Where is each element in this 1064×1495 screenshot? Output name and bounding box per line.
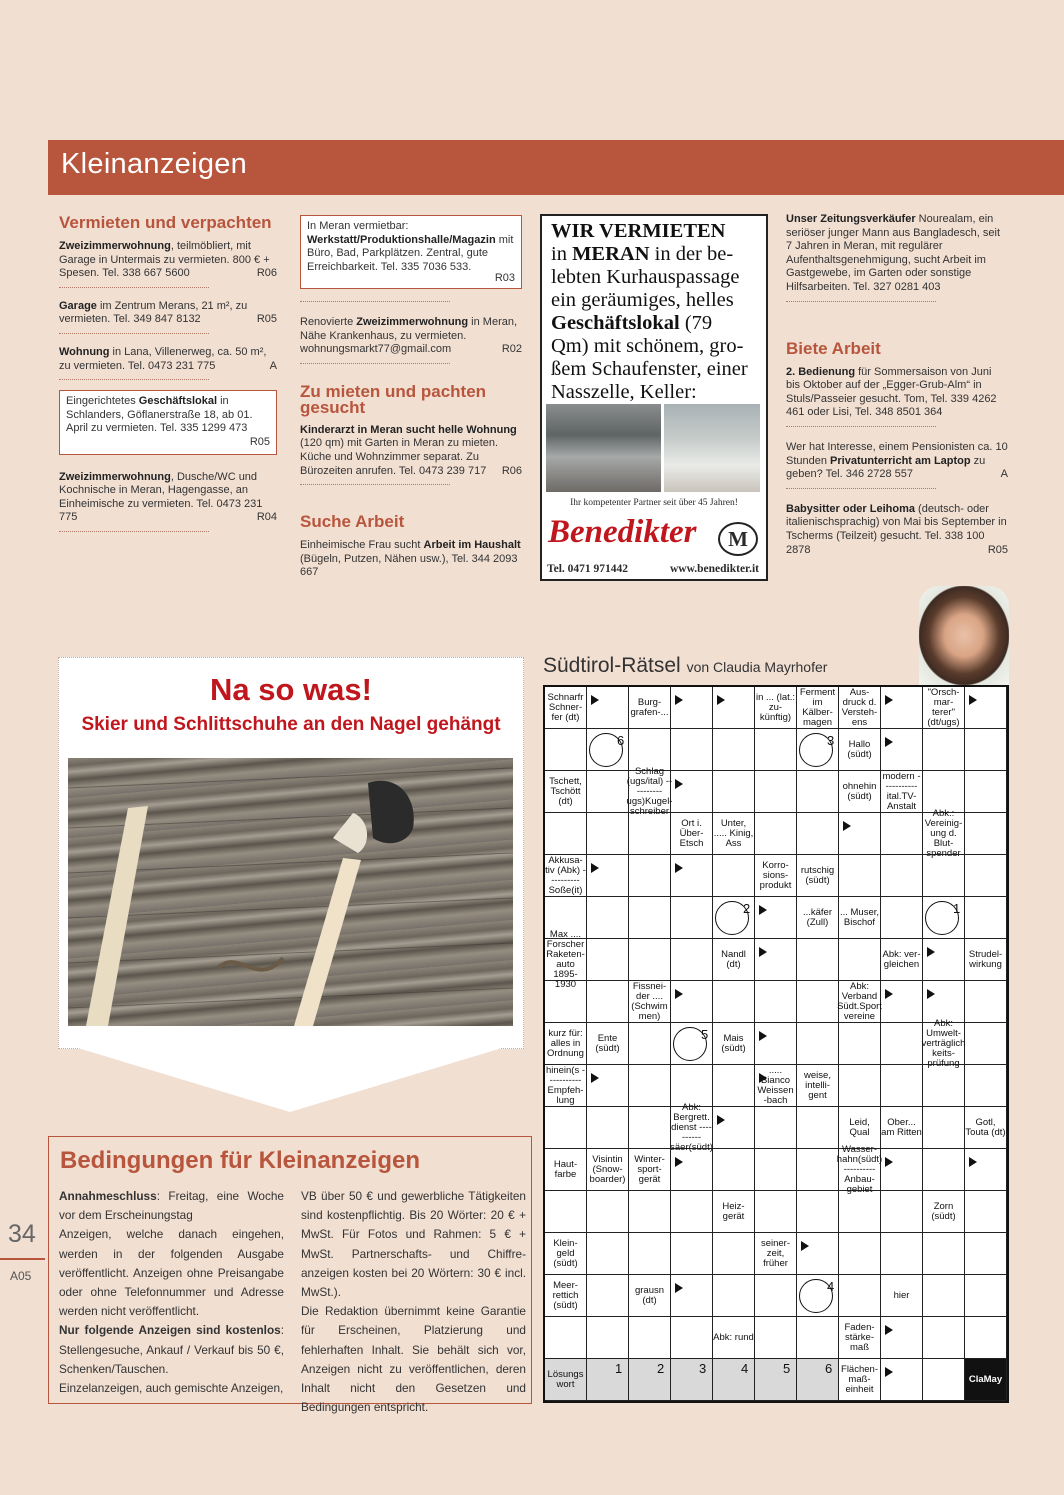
- answer-cell[interactable]: [713, 1065, 755, 1107]
- clue-cell: ClaMay: [965, 1359, 1007, 1401]
- arrow-icon: [969, 1157, 977, 1167]
- ad-item: Wer hat Interesse, einem Pensionisten ca. 10 Stunden Privatunterricht am Laptop zu geben? Tel. 346 2728 557 A: [786, 441, 1008, 489]
- answer-cell[interactable]: [923, 855, 965, 897]
- ad-item: 2. Bedienung für Sommersaison von Juni bis Oktober auf der „Egger-Grub-Alm“ in Stuls/Passeier gesucht. Tom, Tel. 339 4262 461 oder Lisi, Tel. 348 8501 364: [786, 366, 1008, 427]
- clue-cell: ohnehin (südt): [839, 771, 881, 813]
- column-arbeit: [786, 213, 1008, 557]
- clue-cell: in ... (lat.: zu-künftig): [755, 687, 797, 729]
- conditions-left: Annahmeschluss: Freitag, eine Woche vor dem Erscheinungstag Anzeigen, welche danach eingehen, werden in der folgenden Ausgabe veröffentlicht. Anzeigen ohne Preisangabe oder ohne Telefonnummer und Adresse werden nicht veröffentlicht. Nur folgende Anzeigen sind kostenlos: Stellengesuche, Ankauf / Verkauf bis 50 €, Schenken/Tauschen. Einzelanzeigen, auch gemischte Anzeigen,: [59, 1189, 284, 1396]
- answer-cell[interactable]: [587, 687, 629, 729]
- ad-item: Kinderarzt in Meran sucht helle Wohnung (120 qm) mit Garten in Meran zu mieten. Küche und Wohnzimmer separat. Zu Bürozeiten anrufen. Tel. 0473 239 717 R06: [300, 424, 522, 485]
- conditions-right: VB über 50 € und gewerbliche Tätigkeiten sind kostenpflichtig. Bis 20 Wörter: 20 € + MwSt. Für Fotos und Rahmen: 5 € + MwSt. Partnerschafts- und Chiffre- anzeigen kosten bei 20 Wörtern: 30 € incl. MwSt.). Die Redaktion übernimmt keine Garantie für Erscheinen, Platzierung und fehlerhaften Inhalt. Sie behält sich vor, Anzeigen nicht zu veröffentlichen, deren Inhalt nicht den Gesetzen und Bedingungen entspricht.: [301, 1189, 526, 1415]
- answer-cell[interactable]: [965, 687, 1007, 729]
- crossword-grid: [543, 685, 1009, 1403]
- answer-cell[interactable]: [881, 1149, 923, 1191]
- answer-cell[interactable]: [797, 771, 839, 813]
- skis-photo: [68, 758, 513, 1026]
- clue-cell: Meer-rettich (südt): [545, 1275, 587, 1317]
- page-code: A05: [10, 1269, 32, 1283]
- answer-cell[interactable]: [545, 813, 587, 855]
- answer-cell[interactable]: [629, 897, 671, 939]
- answer-cell[interactable]: [797, 1317, 839, 1359]
- website-link[interactable]: www.benedikter.it: [669, 563, 759, 575]
- clue-cell: ...käfer (Zull): [797, 897, 839, 939]
- answer-cell[interactable]: [881, 1233, 923, 1275]
- clue-cell: Korro-sions-produkt: [755, 855, 797, 897]
- answer-cell[interactable]: [587, 1317, 629, 1359]
- answer-cell[interactable]: [923, 1065, 965, 1107]
- answer-cell[interactable]: [671, 729, 713, 771]
- clue-cell: Aus-druck d. Versteh-ens: [839, 687, 881, 729]
- clue-cell: weise, intelli-gent: [797, 1065, 839, 1107]
- answer-cell[interactable]: [755, 939, 797, 981]
- answer-cell[interactable]: [965, 1317, 1007, 1359]
- author-portrait: [919, 586, 1009, 685]
- circle-number: 4: [827, 1279, 835, 1294]
- answer-cell[interactable]: [545, 1317, 587, 1359]
- clue-cell: Heiz-gerät: [713, 1191, 755, 1233]
- ad-item: Wohnung in Lana, Villenerweg, ca. 50 m², zu vermieten. Tel. 0473 231 775 A: [59, 346, 277, 380]
- page-number: 34: [8, 1220, 36, 1248]
- arrow-icon: [717, 695, 725, 705]
- clue-cell: Ente (südt): [587, 1023, 629, 1065]
- answer-cell[interactable]: [755, 813, 797, 855]
- answer-cell[interactable]: [629, 813, 671, 855]
- arrow-icon: [759, 905, 767, 915]
- answer-cell[interactable]: [671, 1233, 713, 1275]
- answer-cell[interactable]: [629, 1317, 671, 1359]
- arrow-icon: [843, 821, 851, 831]
- answer-cell[interactable]: [839, 1065, 881, 1107]
- answer-cell[interactable]: [923, 1107, 965, 1149]
- answer-cell[interactable]: [965, 1275, 1007, 1317]
- answer-cell[interactable]: [755, 1191, 797, 1233]
- answer-cell[interactable]: [629, 1023, 671, 1065]
- clue-cell: Hallo (südt): [839, 729, 881, 771]
- page-divider: [0, 1258, 45, 1260]
- circle-number: 1: [953, 901, 961, 916]
- answer-cell[interactable]: [587, 897, 629, 939]
- ad-item: Zweizimmerwohnung, teilmöbliert, mit Garage in Untermais zu vermieten. 800 € + Spesen. Tel. 338 667 5600 R06: [59, 240, 277, 288]
- answer-cell[interactable]: [881, 855, 923, 897]
- answer-cell[interactable]: [965, 1065, 1007, 1107]
- answer-cell[interactable]: [545, 1191, 587, 1233]
- answer-cell[interactable]: [755, 1275, 797, 1317]
- answer-cell[interactable]: [839, 813, 881, 855]
- answer-cell[interactable]: [881, 1065, 923, 1107]
- answer-cell[interactable]: [671, 1275, 713, 1317]
- partner-tagline: Ihr kompetenter Partner seit über 45 Jahren!: [570, 498, 738, 508]
- solution-cell[interactable]: [755, 1359, 797, 1401]
- clue-cell: Abk: Bergrett. dienst ---------- säer(südt): [670, 1101, 713, 1153]
- ad-item: Zweizimmerwohnung, Dusche/WC und Kochnische in Meran, Hagengasse, an Einheimische zu vermieten. Tel. 0473 231 775 R04: [59, 471, 277, 532]
- answer-cell[interactable]: [545, 729, 587, 771]
- solution-number: 6: [825, 1361, 833, 1376]
- clue-cell: Ober... am Ritten: [881, 1107, 923, 1149]
- clue-cell: Wasser-hahn(südt) ---------- Anbau-gebiet: [836, 1143, 883, 1195]
- answer-cell[interactable]: [755, 1107, 797, 1149]
- arrow-icon: [801, 1241, 809, 1251]
- answer-cell[interactable]: [587, 1065, 629, 1107]
- arrow-icon: [675, 989, 683, 999]
- answer-cell[interactable]: [671, 1149, 713, 1191]
- answer-cell[interactable]: [797, 1233, 839, 1275]
- answer-cell[interactable]: [881, 1191, 923, 1233]
- arrow-icon: [675, 863, 683, 873]
- answer-cell[interactable]: [797, 1023, 839, 1065]
- arrow-icon: [591, 1073, 599, 1083]
- clue-cell: Abk: rund: [713, 1317, 755, 1359]
- solution-number: 4: [741, 1361, 749, 1376]
- clue-cell: Strudel-wirkung: [965, 939, 1007, 981]
- answer-cell[interactable]: [713, 1233, 755, 1275]
- answer-cell[interactable]: [713, 855, 755, 897]
- clue-cell: Lösungs wort: [545, 1359, 587, 1401]
- answer-cell[interactable]: [965, 897, 1007, 939]
- ad-item-boxed: In Meran vermietbar: Werkstatt/Produktionshalle/Magazin mit Büro, Bad, Parkplätzen. Zentral, gute Erreichbarkeit. Tel. 335 7036 533. R03: [300, 215, 522, 289]
- arrow-icon: [885, 737, 893, 747]
- answer-cell[interactable]: [755, 771, 797, 813]
- answer-cell[interactable]: [839, 1023, 881, 1065]
- clue-cell: kurz für: alles in Ordnung: [545, 1023, 587, 1065]
- circle-number: 6: [617, 733, 625, 748]
- solution-cell[interactable]: [671, 1359, 713, 1401]
- solution-number: 5: [783, 1361, 791, 1376]
- arrow-icon: [591, 863, 599, 873]
- arrow-icon: [675, 779, 683, 789]
- benedikter-advertisement: WIR VERMIETEN in MERAN in der be- lebten Kurhauspassage ein geräumiges, helles Geschäftslokal (79 Qm) mit schönem, gro- ßem Schaufenster, einer Nasszelle, Keller: Ihr kompetenter Partner seit über 45 Jahren! Benedikter M Tel. 0471 971442 www.benedikter.it: [540, 214, 768, 581]
- answer-cell[interactable]: [587, 813, 629, 855]
- arrow-icon: [885, 1367, 893, 1377]
- photo-interior: [664, 404, 760, 492]
- clue-cell: modern ----------- ital.TV-Anstalt: [881, 771, 923, 813]
- ad-item: Einheimische Frau sucht Arbeit im Haushalt (Bügeln, Putzen, Nähen usw.), Tel. 344 2093 667: [300, 539, 521, 579]
- answer-cell[interactable]: [755, 981, 797, 1023]
- clue-cell: Klein-geld (südt): [545, 1233, 587, 1275]
- answer-cell[interactable]: [881, 1023, 923, 1065]
- clue-cell: Visintin (Snow-boarder): [587, 1149, 629, 1191]
- clue-cell: "Orsch-mar-terer" (dt/ugs): [923, 687, 965, 729]
- arrow-icon: [591, 695, 599, 705]
- clue-cell: Tschett, Tschött (dt): [545, 771, 587, 813]
- clue-cell: Faden-stärke-maß: [839, 1317, 881, 1359]
- clue-cell: seiner-zeit, früher: [755, 1233, 797, 1275]
- answer-cell[interactable]: [587, 855, 629, 897]
- answer-cell[interactable]: [923, 1149, 965, 1191]
- conditions-title: Bedingungen für Kleinanzeigen: [60, 1147, 421, 1174]
- answer-cell[interactable]: [923, 771, 965, 813]
- arrow-icon: [885, 695, 893, 705]
- answer-cell[interactable]: [587, 1233, 629, 1275]
- answer-cell[interactable]: [713, 771, 755, 813]
- feature-subtitle: Skier und Schlittschuhe an den Nagel gehängt: [81, 714, 501, 735]
- answer-cell[interactable]: [671, 1191, 713, 1233]
- heading-biete-arbeit: Biete Arbeit: [786, 338, 881, 358]
- answer-cell[interactable]: [755, 1149, 797, 1191]
- answer-cell[interactable]: [839, 1275, 881, 1317]
- answer-cell[interactable]: [587, 981, 629, 1023]
- section-title: Kleinanzeigen: [61, 148, 248, 180]
- clue-cell: Schnarfr Schner-fer (dt): [545, 687, 587, 729]
- arrow-icon: [759, 1073, 767, 1083]
- answer-cell[interactable]: [671, 939, 713, 981]
- answer-cell[interactable]: [923, 1359, 965, 1401]
- answer-cell[interactable]: [923, 981, 965, 1023]
- answer-cell[interactable]: [755, 729, 797, 771]
- answer-cell[interactable]: [629, 1191, 671, 1233]
- answer-cell[interactable]: [881, 813, 923, 855]
- arrow-icon: [675, 695, 683, 705]
- solution-cell[interactable]: [797, 1359, 839, 1401]
- answer-cell[interactable]: [965, 1233, 1007, 1275]
- answer-cell[interactable]: [755, 1317, 797, 1359]
- solution-number: 3: [699, 1361, 707, 1376]
- answer-cell[interactable]: [965, 981, 1007, 1023]
- answer-cell[interactable]: [629, 1065, 671, 1107]
- answer-cell[interactable]: [965, 771, 1007, 813]
- answer-cell[interactable]: [671, 855, 713, 897]
- column-gesucht: [300, 215, 522, 580]
- answer-cell[interactable]: [713, 981, 755, 1023]
- feature-box: [58, 657, 524, 1049]
- answer-cell[interactable]: [629, 855, 671, 897]
- ad-item-boxed: Eingerichtetes Geschäftslokal in Schlanders, Göflanerstraße 18, ab 01. April zu vermieten. Tel. 335 1299 473 R05: [59, 390, 277, 454]
- arrow-icon: [675, 1283, 683, 1293]
- answer-cell[interactable]: [713, 1149, 755, 1191]
- clue-cell: Ort i. Über-Etsch: [671, 813, 713, 855]
- answer-cell[interactable]: [923, 1317, 965, 1359]
- clue-cell: Mais (südt): [713, 1023, 755, 1065]
- clue-cell: Abk: ver-gleichen: [881, 939, 923, 981]
- arrow-icon: [885, 1325, 893, 1335]
- arrow-icon: [969, 695, 977, 705]
- clue-cell: Abk: Verband Südt.Sport vereine: [837, 980, 882, 1022]
- clue-cell: Nandl (dt): [713, 939, 755, 981]
- answer-cell[interactable]: [839, 1191, 881, 1233]
- answer-cell[interactable]: [545, 981, 587, 1023]
- answer-cell[interactable]: [671, 1065, 713, 1107]
- clue-cell: Schlag (ugs/ital) ---------- ugs)Kugel-schreiber: [626, 765, 673, 817]
- answer-cell[interactable]: [797, 939, 839, 981]
- solution-number: 2: [657, 1361, 665, 1376]
- answer-cell[interactable]: [923, 939, 965, 981]
- answer-cell[interactable]: [629, 1233, 671, 1275]
- answer-cell[interactable]: [629, 729, 671, 771]
- photo-passage: [546, 404, 661, 492]
- clue-cell: Abk.: Vereinig-ung d. Blut-spender: [923, 813, 965, 855]
- answer-cell[interactable]: [881, 1317, 923, 1359]
- answer-cell[interactable]: [671, 981, 713, 1023]
- answer-cell[interactable]: [671, 897, 713, 939]
- feature-title: Na so was!: [210, 672, 372, 707]
- answer-cell[interactable]: [881, 897, 923, 939]
- answer-cell[interactable]: [881, 1359, 923, 1401]
- clue-cell: grausn (dt): [629, 1275, 671, 1317]
- answer-cell[interactable]: [881, 687, 923, 729]
- answer-cell[interactable]: [671, 1317, 713, 1359]
- answer-cell[interactable]: [755, 897, 797, 939]
- clue-cell: Unter, ..... Kinig, Ass: [713, 813, 755, 855]
- answer-cell[interactable]: [965, 855, 1007, 897]
- answer-cell[interactable]: [923, 729, 965, 771]
- circle-number: 2: [743, 901, 751, 916]
- answer-cell[interactable]: [965, 729, 1007, 771]
- clue-cell: Winter-sport-gerät: [629, 1149, 671, 1191]
- answer-cell[interactable]: [797, 1191, 839, 1233]
- clue-cell: Flächen-maß-einheit: [839, 1359, 881, 1401]
- answer-cell[interactable]: [587, 1191, 629, 1233]
- phone: Tel. 0471 971442: [547, 563, 629, 575]
- answer-cell[interactable]: [755, 1023, 797, 1065]
- answer-cell[interactable]: [629, 1107, 671, 1149]
- clue-cell: hinein(s ----------- Empfeh-lung: [545, 1064, 586, 1106]
- answer-cell[interactable]: [839, 939, 881, 981]
- answer-cell[interactable]: [797, 1149, 839, 1191]
- arrow-icon: [759, 1031, 767, 1041]
- ad-item: Garage im Zentrum Merans, 21 m², zu vermieten. Tel. 349 847 8132 R05: [59, 300, 277, 334]
- arrow-icon: [885, 989, 893, 999]
- clue-cell: ..... Bianco Weissen -bach: [755, 1065, 797, 1107]
- shop-photos: [546, 404, 760, 492]
- answer-cell[interactable]: [629, 939, 671, 981]
- solution-cell[interactable]: [713, 1359, 755, 1401]
- answer-cell[interactable]: [881, 729, 923, 771]
- answer-cell[interactable]: [965, 1023, 1007, 1065]
- clue-cell: Burg-grafen-...: [629, 687, 671, 729]
- circle-number: 5: [701, 1027, 709, 1042]
- answer-cell[interactable]: [587, 1107, 629, 1149]
- answer-cell[interactable]: [545, 1107, 587, 1149]
- clue-cell: Max .... Forscher Raketen-auto 1895-1930: [545, 939, 587, 981]
- answer-cell[interactable]: [797, 981, 839, 1023]
- clue-cell: Fissnei-der .... (Schwim men): [629, 981, 671, 1023]
- clue-cell: Gotl, Touta (dt): [965, 1107, 1007, 1149]
- answer-cell[interactable]: [587, 771, 629, 813]
- clue-cell: Ferment im Kälber-magen: [797, 687, 839, 729]
- arrow-icon: [885, 1157, 893, 1167]
- clue-cell: hier: [881, 1275, 923, 1317]
- answer-cell[interactable]: [713, 687, 755, 729]
- arrow-icon: [717, 1115, 725, 1125]
- answer-cell[interactable]: [671, 687, 713, 729]
- solution-cell[interactable]: [629, 1359, 671, 1401]
- answer-cell[interactable]: [965, 1191, 1007, 1233]
- m-logo-icon: M: [718, 522, 758, 556]
- column-vermieten: [59, 214, 277, 542]
- clue-cell: ... Muser, Bischof: [839, 897, 881, 939]
- answer-cell[interactable]: [797, 1107, 839, 1149]
- clue-cell: Haut-farbe: [545, 1149, 587, 1191]
- solution-cell[interactable]: [587, 1359, 629, 1401]
- conditions-box: [48, 1136, 532, 1415]
- clue-cell: Zorn (südt): [923, 1191, 965, 1233]
- solution-number: 1: [615, 1361, 623, 1376]
- answer-cell[interactable]: [965, 813, 1007, 855]
- arrow-icon: [759, 947, 767, 957]
- answer-cell[interactable]: [797, 813, 839, 855]
- arrow-icon: [675, 1157, 683, 1167]
- heading-gesucht: Zu mieten und pachten gesucht: [300, 381, 487, 417]
- benedikter-logo: Benedikter: [548, 514, 697, 550]
- heading-vermieten: Vermieten und verpachten: [59, 213, 272, 232]
- clue-cell: Leid, Qual: [839, 1107, 881, 1149]
- answer-cell[interactable]: [587, 939, 629, 981]
- puzzle-title: Südtirol-Rätsel von Claudia Mayrhofer: [543, 654, 828, 677]
- answer-cell[interactable]: [587, 1275, 629, 1317]
- answer-cell[interactable]: [839, 855, 881, 897]
- heading-suche-arbeit: Suche Arbeit: [300, 512, 405, 532]
- answer-cell[interactable]: [713, 729, 755, 771]
- answer-cell[interactable]: [923, 1233, 965, 1275]
- answer-cell[interactable]: [965, 1149, 1007, 1191]
- section-header-band: [48, 140, 1064, 195]
- answer-cell[interactable]: [923, 1275, 965, 1317]
- clue-cell: Abk: Umwelt-verträglich keits-prüfung: [921, 1017, 966, 1069]
- answer-cell[interactable]: [671, 771, 713, 813]
- answer-cell[interactable]: [713, 1275, 755, 1317]
- feature-pointer: [58, 1042, 522, 1112]
- ad-item: Babysitter oder Leihoma (deutsch- oder italienischsprachig) von Mai bis September in Tscherms (Teilzeit) gesucht. Tel. 338 100 2878 R05: [786, 502, 1008, 556]
- answer-cell[interactable]: [839, 1233, 881, 1275]
- circle-number: 3: [827, 733, 835, 748]
- ad-item: Unser Zeitungsverkäufer Nourealam, ein seriöser junger Mann aus Bangladesch, seit 7 Jahren in Meran, mit regulärer Aufenthaltsgenehmigung, sucht Arbeit im Gastgewebe, im Garten oder sonstige Hilfsarbeiten. Tel. 327 0281 403: [786, 213, 1008, 302]
- answer-cell[interactable]: [713, 1107, 755, 1149]
- clue-cell: Akkusa-tiv (Abk) ---------- Soße(it): [545, 854, 586, 896]
- clue-cell: rutschig (südt): [797, 855, 839, 897]
- arrow-icon: [927, 947, 935, 957]
- ad-item: Renovierte Zweizimmerwohnung in Meran, Nähe Krankenhaus, zu vermieten. wohnungsmarkt77@gmail.com R02: [300, 316, 522, 364]
- answer-cell[interactable]: [881, 981, 923, 1023]
- arrow-icon: [927, 989, 935, 999]
